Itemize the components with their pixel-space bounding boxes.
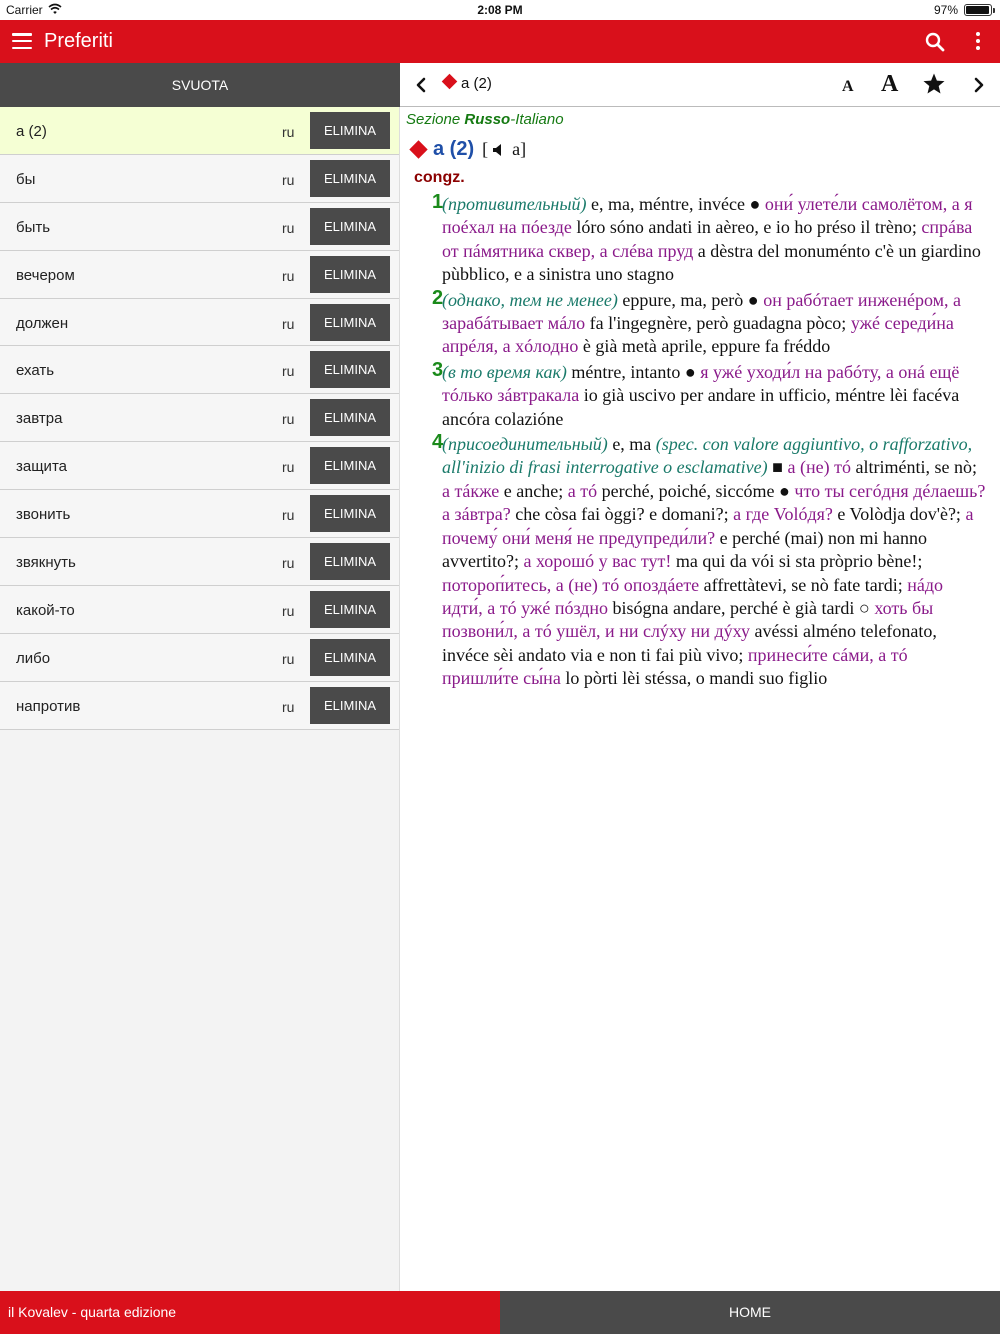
favorite-lang: ru xyxy=(282,219,295,236)
sense-text-ru: они́ улете́ли самолётом, а я поéхал на пóезде xyxy=(442,194,973,238)
clock: 2:08 PM xyxy=(477,3,523,17)
sense-text-it: avéssi alméno telefonato, invéce sèi andato via e non ti fai più vivo; xyxy=(442,621,937,665)
favorite-word: ехать xyxy=(16,362,55,380)
favorite-word: должен xyxy=(16,314,69,332)
delete-button[interactable]: ELIMINA xyxy=(310,304,390,341)
favorite-word: быть xyxy=(16,218,51,236)
sense-item xyxy=(406,193,986,287)
sense-text-ru: а (не) тó xyxy=(787,457,851,478)
entry-toolbar xyxy=(400,63,1000,107)
sense-text-it: e perché (mai) non mi hanno avvertito?; xyxy=(442,527,928,572)
sense-text-it: lóro sóno andati in aèreo, e io ho préso il trèno; xyxy=(571,217,922,238)
favorite-lang: ru xyxy=(282,124,295,140)
delete-button[interactable]: ELIMINA xyxy=(310,639,390,676)
favorite-lang: ru xyxy=(282,363,295,380)
senses-list xyxy=(406,193,986,691)
status-bar xyxy=(0,0,1000,20)
list-item[interactable] xyxy=(0,203,399,251)
battery-icon xyxy=(964,4,992,16)
sense-text-it: e anche; xyxy=(499,480,568,501)
sense-number: 3 xyxy=(432,358,444,381)
home-button[interactable]: HOME xyxy=(500,1291,1000,1334)
sense-text-it: a dèstra del monuménto c'è un giardino pùbblico, e a sinistra uno stagno xyxy=(442,240,981,285)
sense-number: 4 xyxy=(432,431,444,454)
hamburger-menu-icon[interactable] xyxy=(12,33,32,49)
list-item[interactable] xyxy=(0,394,399,442)
favorite-lang: ru xyxy=(282,315,295,332)
sense-text-gloss: (однако, тем не менее) xyxy=(442,289,618,310)
sense-text-ru: принеси́те сáми, а тó пришли́те сы́на xyxy=(442,644,908,689)
list-item[interactable] xyxy=(0,346,399,394)
diamond-icon xyxy=(409,140,427,158)
sense-text-ru: я ужé уходи́л на рабóту, а онá ещё тóлько зáвтракала xyxy=(442,361,960,406)
sense-text-ru: а где Volóдя? xyxy=(733,504,833,525)
overflow-menu-icon[interactable] xyxy=(972,32,984,52)
favorite-lang: ru xyxy=(282,171,295,188)
favorite-lang: ru xyxy=(282,602,295,619)
sense-text-ru: а хорошó у вас тут! xyxy=(523,551,672,572)
dictionary-entry xyxy=(400,107,1000,691)
pronunciation: [ а] xyxy=(482,139,527,159)
sense-text-ru: спрáва от пáмятника сквер, а слéва пруд xyxy=(442,217,973,261)
favorites-pane xyxy=(0,63,400,1291)
entry-headline xyxy=(406,138,986,161)
chevron-left-icon[interactable] xyxy=(414,75,428,95)
list-item[interactable] xyxy=(0,538,399,586)
list-item[interactable] xyxy=(0,299,399,347)
sense-text-ru: он рабóтает инженéром, а зарабáтывает мáло xyxy=(442,289,962,334)
favorite-lang: ru xyxy=(282,650,295,667)
sense-text-ru: а почему́ они́ меня́ не предупреди́ли? xyxy=(442,504,974,548)
page-title: Preferiti xyxy=(44,30,113,52)
sense-text-it: io già uscivo per andare in ufficio, méntre lèi facéva ancóra colazióne xyxy=(442,385,960,429)
app-bar xyxy=(0,20,1000,63)
favorite-word: защита xyxy=(16,458,67,476)
diamond-icon xyxy=(442,74,458,90)
favorite-lang: ru xyxy=(282,459,295,476)
sense-text-ru: ужé середи́на апрéля, а хóлодно xyxy=(442,313,954,357)
list-item[interactable] xyxy=(0,634,399,682)
sense-item xyxy=(406,433,986,690)
battery-percent: 97% xyxy=(933,3,958,17)
favorite-lang: ru xyxy=(282,267,295,284)
clear-all-button[interactable]: SVUOTA xyxy=(0,63,400,107)
sense-text-it: perché, poiché, siccóme ● xyxy=(597,480,795,501)
sense-text-it: lo pòrti lèi stéssa, o mandi suo figlio xyxy=(560,668,828,689)
sense-text-it: ma qui da vói si sta pròprio bène!; xyxy=(671,551,923,572)
favorite-word: бы xyxy=(16,170,36,188)
sense-text-it: che còsa fai òggi? e domani?; xyxy=(510,504,734,525)
sense-text-ru: нáдо идти́, а тó ужé пóздно xyxy=(442,574,944,618)
favorite-lang: ru xyxy=(282,411,295,428)
font-increase-button[interactable]: A xyxy=(881,71,899,97)
delete-button[interactable]: ELIMINA xyxy=(310,112,390,149)
chevron-right-icon[interactable] xyxy=(972,75,986,95)
section-label: Sezione Russo-Italiano xyxy=(406,111,564,128)
favorite-word: звякнуть xyxy=(16,554,76,572)
sense-text-ru: потороп́итесь, а (не) тó опоздáете xyxy=(442,574,700,595)
delete-button[interactable]: ELIMINA xyxy=(310,160,390,197)
list-item[interactable] xyxy=(0,442,399,490)
sense-text-it: bisógna andare, perché è già tardi ○ xyxy=(608,597,875,618)
entry-pane xyxy=(400,63,1000,1291)
sense-text-it: méntre, intanto ● xyxy=(566,361,701,382)
list-item[interactable] xyxy=(0,155,399,203)
star-icon[interactable] xyxy=(922,72,946,96)
current-headword xyxy=(444,75,492,92)
favorite-lang: ru xyxy=(282,507,295,524)
sense-text-gloss: (spec. con valore aggiuntivo, o rafforzativo, all'inizio di frasi interrogative o esclamative) xyxy=(442,434,973,478)
delete-button[interactable]: ELIMINA xyxy=(310,543,390,580)
list-item[interactable] xyxy=(0,586,399,634)
sense-item xyxy=(406,286,986,359)
sense-text-it: e, ma xyxy=(607,434,656,455)
sense-number: 2 xyxy=(432,286,444,309)
carrier-label: Carrier xyxy=(6,3,43,17)
favorite-lang: ru xyxy=(282,555,295,572)
favorite-word: либо xyxy=(16,649,51,667)
delete-button[interactable]: ELIMINA xyxy=(310,687,390,724)
list-item[interactable] xyxy=(0,251,399,299)
speaker-icon[interactable] xyxy=(492,143,506,157)
favorite-word: завтра xyxy=(16,410,63,428)
favorites-list xyxy=(0,107,399,730)
sense-text-it: è già metà aprile, eppure fa fréddo xyxy=(578,336,831,357)
sense-text-ru: а тáкже xyxy=(442,480,500,501)
sense-text-ru: а тó xyxy=(567,480,598,501)
favorite-word: звонить xyxy=(16,506,71,524)
delete-button[interactable]: ELIMINA xyxy=(310,591,390,628)
list-item[interactable] xyxy=(0,107,399,155)
sense-text-it: altriménti, se nò; xyxy=(851,457,977,478)
sense-text-gloss: (присоединительный) xyxy=(442,434,608,455)
part-of-speech: congz. xyxy=(414,169,465,186)
sense-text-it: ■ xyxy=(767,457,788,478)
favorite-word: вечером xyxy=(16,266,75,284)
sense-text-gloss: (в то время как) xyxy=(442,361,567,382)
sense-text-it: fa l'ingegnère, però guadagna pòco; xyxy=(585,313,851,334)
sense-text-ru: что ты сегóдня дéлаешь? а зáвтра? xyxy=(442,480,986,525)
delete-button[interactable]: ELIMINA xyxy=(310,399,390,436)
list-item[interactable] xyxy=(0,490,399,538)
entry-headword: а (2) xyxy=(433,138,475,160)
delete-button[interactable]: ELIMINA xyxy=(310,256,390,293)
sense-number: 1 xyxy=(432,191,444,213)
current-headword-label: а (2) xyxy=(461,75,492,92)
font-decrease-button[interactable]: A xyxy=(842,78,854,95)
delete-button[interactable]: ELIMINA xyxy=(310,208,390,245)
sense-text-gloss: (противительный) xyxy=(442,194,587,214)
favorite-word: какой-то xyxy=(16,601,75,619)
delete-button[interactable]: ELIMINA xyxy=(310,495,390,532)
delete-button[interactable]: ELIMINA xyxy=(310,447,390,484)
search-icon[interactable] xyxy=(924,31,946,53)
sense-text-it: affrettàtevi, se nò fate tardi; xyxy=(699,574,908,595)
sense-text-it: e Volòdja dov'è?; xyxy=(832,504,966,525)
sense-text-it: е, ma, méntre, invéce ● xyxy=(586,194,765,214)
sense-item xyxy=(406,358,986,431)
sense-text-it: eppure, ma, però ● xyxy=(617,289,764,310)
edition-label: il Kovalev - quarta edizione xyxy=(0,1291,500,1334)
favorite-word: напротив xyxy=(16,697,81,715)
delete-button[interactable]: ELIMINA xyxy=(310,351,390,388)
favorite-word: а (2) xyxy=(16,123,47,140)
favorite-lang: ru xyxy=(282,698,295,715)
list-item[interactable] xyxy=(0,682,399,730)
sense-text-ru: хоть бы позвони́л, а тó ушёл, и ни слýху ни дýху xyxy=(442,597,934,642)
